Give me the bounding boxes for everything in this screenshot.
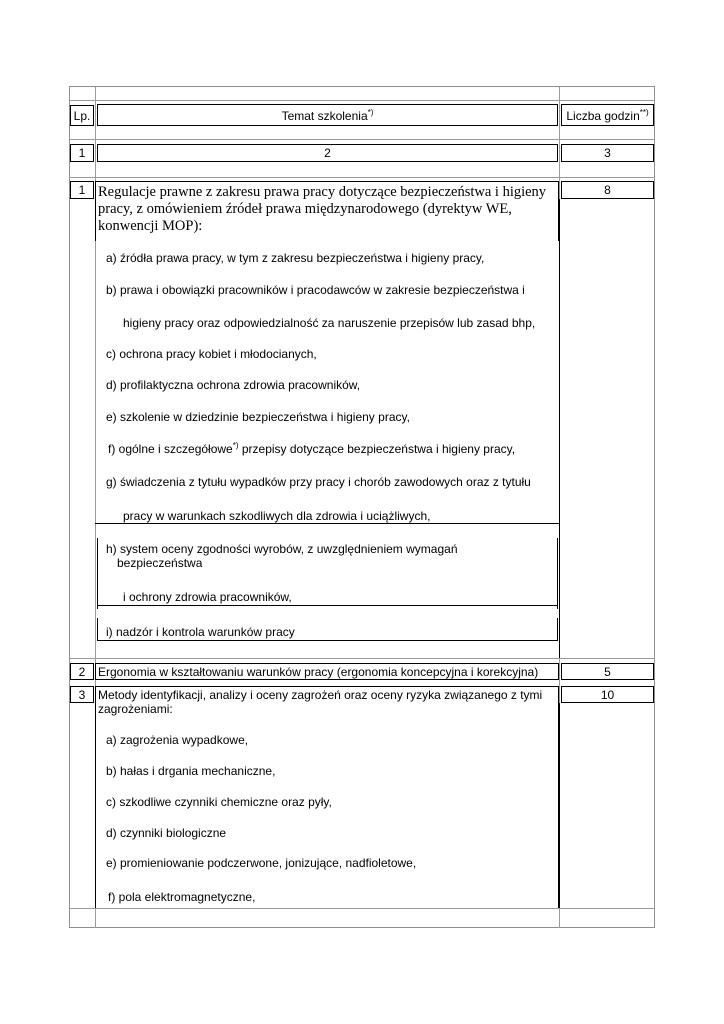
number-col-2 [97, 144, 558, 162]
row-2-lp [70, 663, 94, 680]
row-3-item-b: b) hałas i drgania mechaniczne, [106, 764, 276, 778]
row-1-divider [97, 640, 558, 641]
grid-line [69, 177, 655, 178]
grid-line [69, 100, 655, 101]
row-1-item-h-cont: bezpieczeństwa [117, 556, 203, 570]
row-2-lp-label: 2 [78, 665, 86, 679]
number-col-3 [561, 144, 654, 162]
row-3-item-e: e) promieniowanie podczerwone, jonizujące, nadfioletowe, [106, 856, 417, 870]
row-1-block-h-right [557, 538, 558, 609]
number-col-2-label: 2 [324, 146, 331, 160]
row-1-item-d: d) profilaktyczna ochrona zdrowia pracowników, [106, 378, 361, 392]
number-col-1 [70, 144, 94, 162]
row-1-block-i-right [557, 618, 558, 641]
row-1-lp [70, 181, 94, 199]
row-1-item-h-cont2: i ochrony zdrowia pracowników, [123, 590, 292, 604]
row-1-item-b: b) prawa i obowiązki pracowników i pracodawców w zakresie bezpieczeństwa i [106, 283, 525, 297]
row-1-block-h-left [97, 538, 98, 609]
row-1-item-b-cont: higieny pracy oraz odpowiedzialność za naruszenie przepisów lub zasad bhp, [123, 316, 536, 330]
header-hours-label: Liczba godzin [566, 109, 640, 123]
row-1-hours-border [559, 199, 560, 658]
row-3-item-a: a) zagrożenia wypadkowe, [106, 733, 249, 747]
row-1-divider [95, 523, 559, 524]
grid-line [69, 908, 655, 909]
number-col-1-label: 1 [78, 146, 86, 160]
header-lp [70, 105, 94, 126]
row-3-item-c: c) szkodliwe czynniki chemiczne oraz pyły, [106, 795, 332, 809]
row-3-lp-label: 3 [78, 688, 86, 702]
row-3-item-f: f) pola elektromagnetyczne, [108, 890, 256, 904]
row-1-item-a: a) źródła prawa pracy, w tym z zakresu bezpieczeństwa i higieny pracy, [106, 251, 485, 265]
footnote-marker: **) [639, 108, 649, 117]
row-3-hours-label: 10 [600, 688, 615, 702]
row-1-hours-label: 8 [604, 183, 611, 197]
row-1-block-i-left [97, 618, 98, 641]
header-topic-label: Temat szkolenia [281, 109, 368, 123]
row-3-item-d: d) czynniki biologiczne [106, 826, 227, 840]
row-1-item-f-post: przepisy dotyczące bezpieczeństwa i higieny pracy, [238, 442, 516, 456]
grid-line [69, 658, 655, 659]
row-3-hours [561, 686, 654, 703]
grid-line [69, 139, 655, 140]
row-1-item-c: c) ochrona pracy kobiet i młodocianych, [106, 347, 317, 361]
row-1-hours [561, 181, 654, 199]
row-1-item-g-cont: pracy w warunkach szkodliwych dla zdrowia i uciążliwych, [123, 509, 431, 523]
row-1-item-e: e) szkolenie w dziedzinie bezpieczeństwa i higieny pracy, [106, 410, 410, 424]
row-3-hours-border [559, 703, 560, 908]
row-1-item-i: i) nadzór i kontrola warunków pracy [106, 625, 295, 639]
row-1-lp-label: 1 [78, 183, 86, 197]
row-1-title: Regulacje prawne z zakresu prawa pracy dotyczące bezpieczeństwa i higieny pracy, z omówieniem źródeł prawa międzynarodowego (dyrektyw WE, konwencji MOP): [98, 184, 547, 234]
header-lp-label: Lp. [73, 109, 91, 123]
number-col-3-label: 3 [604, 146, 611, 160]
footnote-marker: *) [367, 108, 374, 117]
footnote-marker: *) [232, 441, 239, 450]
row-1-divider [97, 605, 558, 606]
row-3-lp [70, 686, 94, 703]
row-1-item-g: g) świadczenia z tytułu wypadków przy pracy i chorób zawodowych oraz z tytułu [106, 475, 531, 489]
row-1-item-h: h) system oceny zgodności wyrobów, z uwzględnieniem wymagań [106, 542, 458, 556]
row-2-title-box [95, 663, 559, 680]
row-1-item-f [108, 442, 515, 456]
row-3-title: Metody identyfikacji, analizy i oceny zagrożeń oraz oceny ryzyka związanego z tymi zagrożeniami: [98, 688, 543, 716]
row-2-hours-label: 5 [604, 665, 611, 679]
row-1-item-f-pre: f) ogólne i szczegółowe [108, 442, 233, 456]
row-2-title: Ergonomia w kształtowaniu warunków pracy (ergonomia koncepcyjna i korekcyjna) [98, 665, 539, 679]
row-1-title-box [95, 181, 559, 241]
header-hours [561, 104, 654, 126]
row-2-hours [561, 663, 654, 680]
header-topic [97, 104, 558, 126]
